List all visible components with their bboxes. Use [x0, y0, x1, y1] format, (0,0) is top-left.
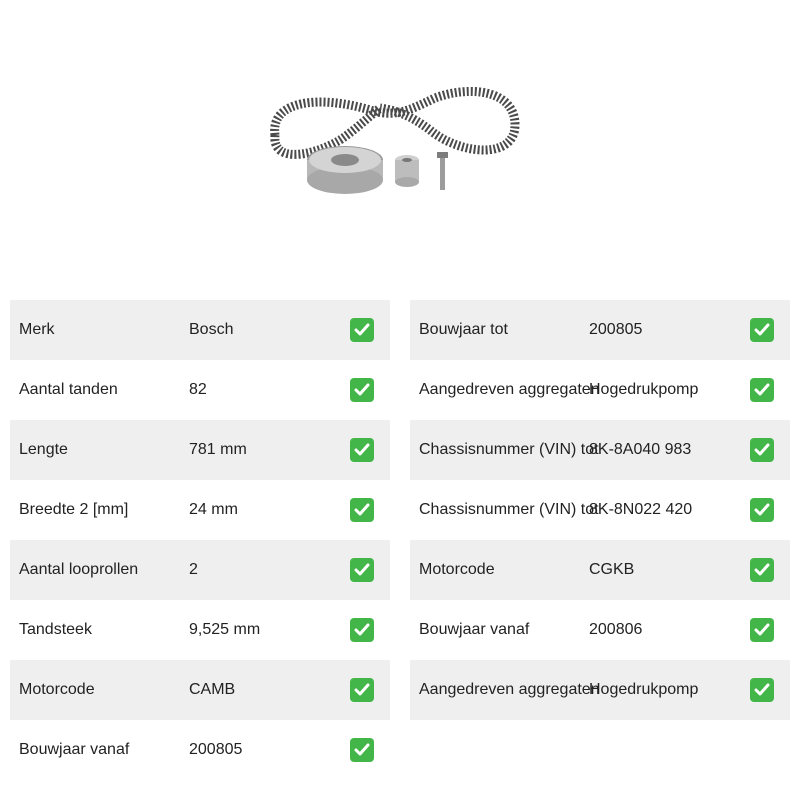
check-icon — [350, 618, 374, 642]
spec-label: Aangedreven aggregaten — [419, 381, 600, 398]
spec-label: Aantal tanden — [19, 381, 118, 398]
spec-value: CAMB — [189, 681, 236, 698]
check-icon — [350, 558, 374, 582]
check-icon — [750, 618, 774, 642]
spec-value: 200805 — [189, 741, 243, 758]
spec-label: Aangedreven aggregaten — [419, 681, 600, 698]
check-icon — [350, 318, 374, 342]
check-icon — [750, 498, 774, 522]
spec-row-bouwjaar-vanaf — [10, 720, 390, 780]
spec-row-aangedreven-aggregaten — [410, 360, 790, 420]
spec-label: Lengte — [19, 441, 68, 458]
spec-value: 82 — [189, 381, 207, 398]
spec-value: 8K-8A040 983 — [589, 441, 692, 458]
spec-value: 2 — [189, 561, 198, 578]
spec-table-left — [10, 300, 390, 780]
spec-label: Breedte 2 [mm] — [19, 501, 129, 518]
spec-label: Merk — [19, 321, 55, 338]
spec-value: Hogedrukpomp — [589, 681, 699, 698]
spec-label: Bouwjaar tot — [419, 321, 508, 338]
check-icon — [350, 678, 374, 702]
spec-label: Bouwjaar vanaf — [419, 621, 530, 638]
spec-row-bouwjaar-vanaf — [410, 600, 790, 660]
spec-value: 781 mm — [189, 441, 247, 458]
check-icon — [750, 438, 774, 462]
check-icon — [750, 378, 774, 402]
spec-label: Tandsteek — [19, 621, 92, 638]
check-icon — [350, 738, 374, 762]
spec-row-aantal-tanden — [10, 360, 390, 420]
check-icon — [750, 678, 774, 702]
spec-row-breedte — [10, 480, 390, 540]
check-icon — [350, 498, 374, 522]
spec-row-bouwjaar-tot — [410, 300, 790, 360]
spec-table-right — [410, 300, 790, 720]
spec-row-motorcode — [410, 540, 790, 600]
spec-row-merk — [10, 300, 390, 360]
spec-value: 9,525 mm — [189, 621, 261, 638]
spec-value: 24 mm — [189, 501, 238, 518]
spec-value: 8K-8N022 420 — [589, 501, 693, 518]
spec-label: Aantal looprollen — [19, 561, 139, 578]
spec-row-tandsteek — [10, 600, 390, 660]
spec-row-chassisnummer-2 — [410, 480, 790, 540]
spec-row-chassisnummer-1 — [410, 420, 790, 480]
spec-value: 200806 — [589, 621, 643, 638]
spec-label: Motorcode — [419, 561, 495, 578]
spec-label: Chassisnummer (VIN) tot — [419, 501, 599, 518]
check-icon — [750, 558, 774, 582]
spec-row-lengte — [10, 420, 390, 480]
spec-label: Bouwjaar vanaf — [19, 741, 130, 758]
spec-value: Bosch — [189, 321, 234, 338]
spec-value: 200805 — [589, 321, 643, 338]
spec-row-aantal-looprollen — [10, 540, 390, 600]
spec-label: Chassisnummer (VIN) tot — [419, 441, 599, 458]
spec-row-motorcode — [10, 660, 390, 720]
spec-value: Hogedrukpomp — [589, 381, 699, 398]
check-icon — [350, 438, 374, 462]
spec-row-aangedreven-aggregaten-2 — [410, 660, 790, 720]
spec-label: Motorcode — [19, 681, 95, 698]
timing-belt-kit-icon — [260, 80, 530, 200]
check-icon — [750, 318, 774, 342]
spec-value: CGKB — [589, 561, 635, 578]
check-icon — [350, 378, 374, 402]
